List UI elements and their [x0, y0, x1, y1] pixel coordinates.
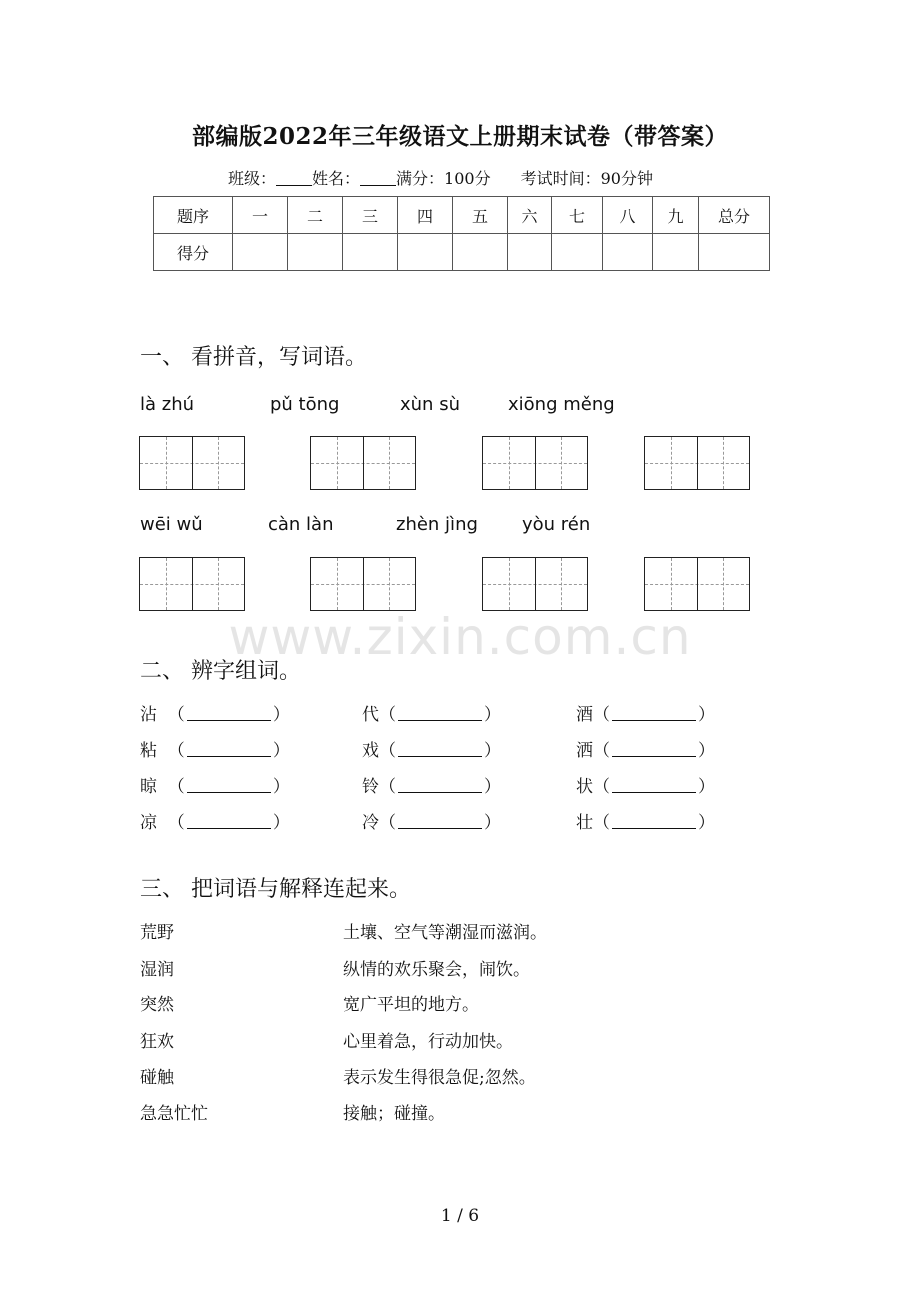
match-meaning[interactable]: 表示发生得很急促;忽然。: [343, 1068, 536, 1088]
match-word[interactable]: 狂欢: [140, 1032, 174, 1052]
pinyin-label: wēi wǔ: [140, 514, 203, 535]
full-score: 满分：100分: [396, 169, 491, 188]
header-cell: 总分: [699, 197, 770, 234]
char-item: 晾 （ ）: [140, 777, 290, 797]
match-meaning[interactable]: 心里着急，行动加快。: [343, 1032, 513, 1052]
score-row-label: 得分: [154, 234, 233, 271]
name-blank: [360, 171, 396, 186]
writing-grid-box[interactable]: [644, 557, 750, 611]
header-cell: 四: [398, 197, 453, 234]
document-title: 部编版2022年三年级语文上册期末试卷（带答案）: [191, 123, 728, 150]
section1-title: 一、 看拼音，写词语。: [140, 345, 367, 370]
section2-title: 二、 辨字组词。: [140, 659, 301, 684]
writing-grid-box[interactable]: [644, 436, 750, 490]
score-cell[interactable]: [233, 234, 288, 271]
pinyin-label: xùn sù: [400, 394, 460, 415]
answer-blank[interactable]: [612, 742, 696, 757]
match-meaning[interactable]: 宽广平坦的地方。: [343, 995, 479, 1015]
answer-blank[interactable]: [612, 778, 696, 793]
match-meaning[interactable]: 纵情的欢乐聚会，闹饮。: [343, 960, 530, 980]
char: 铃: [362, 777, 379, 797]
match-word[interactable]: 湿润: [140, 960, 174, 980]
char-item: 代（ ）: [362, 705, 501, 725]
writing-grid-box[interactable]: [482, 557, 588, 611]
writing-grid-box[interactable]: [310, 436, 416, 490]
header-cell: 三: [343, 197, 398, 234]
header-cell: 一: [233, 197, 288, 234]
score-cell[interactable]: [508, 234, 552, 271]
char-item: 酒（ ）: [576, 705, 715, 725]
header-cell: 五: [453, 197, 508, 234]
score-cell[interactable]: [699, 234, 770, 271]
char-item: 洒（ ）: [576, 741, 715, 761]
score-table: [153, 196, 770, 271]
answer-blank[interactable]: [612, 814, 696, 829]
char-item: 戏（ ）: [362, 741, 501, 761]
header-cell: 六: [508, 197, 552, 234]
pinyin-label: pǔ tōng: [270, 394, 340, 415]
char: 戏: [362, 741, 379, 761]
answer-blank[interactable]: [612, 706, 696, 721]
char-item: 沾 （ ）: [140, 705, 290, 725]
char-item: 铃（ ）: [362, 777, 501, 797]
match-word[interactable]: 碰触: [140, 1068, 174, 1088]
pinyin-label: là zhú: [140, 394, 195, 415]
char-item: 状（ ）: [576, 777, 715, 797]
score-cell[interactable]: [603, 234, 653, 271]
class-label: 班级：: [228, 169, 277, 188]
char-item: 粘 （ ）: [140, 741, 290, 761]
match-meaning[interactable]: 土壤、空气等潮湿而滋润。: [343, 923, 547, 943]
match-word[interactable]: 急急忙忙: [140, 1104, 208, 1124]
answer-blank[interactable]: [398, 742, 482, 757]
char: 冷: [362, 813, 379, 833]
score-cell[interactable]: [398, 234, 453, 271]
score-table-score-row: [154, 234, 770, 271]
char: 酒: [576, 705, 593, 725]
char: 沾: [140, 705, 157, 725]
page-number: 1 / 6: [440, 1206, 480, 1226]
char: 代: [362, 705, 379, 725]
header-cell: 二: [288, 197, 343, 234]
score-cell[interactable]: [453, 234, 508, 271]
answer-blank[interactable]: [187, 742, 271, 757]
pinyin-label: xiōng měng: [508, 394, 615, 415]
watermark: www.zixin.com.cn: [228, 608, 692, 666]
writing-grid-box[interactable]: [139, 557, 245, 611]
class-blank: [276, 171, 312, 186]
char-item: 凉 （ ）: [140, 813, 290, 833]
answer-blank[interactable]: [398, 778, 482, 793]
section3-title: 三、 把词语与解释连起来。: [140, 877, 411, 902]
header-cell: 题序: [154, 197, 233, 234]
match-meaning[interactable]: 接触；碰撞。: [343, 1104, 445, 1124]
answer-blank[interactable]: [187, 778, 271, 793]
answer-blank[interactable]: [398, 706, 482, 721]
header-cell: 七: [552, 197, 603, 234]
writing-grid-box[interactable]: [310, 557, 416, 611]
writing-grid-box[interactable]: [482, 436, 588, 490]
char: 凉: [140, 813, 157, 833]
pinyin-label: yòu rén: [522, 514, 591, 535]
exam-info-line: [228, 166, 653, 189]
name-label: 姓名：: [312, 169, 361, 188]
match-word[interactable]: 突然: [140, 995, 174, 1015]
char: 状: [576, 777, 593, 797]
answer-blank[interactable]: [187, 706, 271, 721]
answer-blank[interactable]: [187, 814, 271, 829]
header-cell: 八: [603, 197, 653, 234]
char-item: 冷（ ）: [362, 813, 501, 833]
match-word[interactable]: 荒野: [140, 923, 174, 943]
writing-grid-box[interactable]: [139, 436, 245, 490]
score-table-header-row: [154, 197, 770, 234]
header-cell: 九: [653, 197, 699, 234]
char-item: 壮（ ）: [576, 813, 715, 833]
char: 洒: [576, 741, 593, 761]
char: 粘: [140, 741, 157, 761]
char: 晾: [140, 777, 157, 797]
char: 壮: [576, 813, 593, 833]
score-cell[interactable]: [552, 234, 603, 271]
score-cell[interactable]: [653, 234, 699, 271]
pinyin-label: càn làn: [268, 514, 334, 535]
pinyin-label: zhèn jìng: [396, 514, 478, 535]
score-cell[interactable]: [343, 234, 398, 271]
score-cell[interactable]: [288, 234, 343, 271]
answer-blank[interactable]: [398, 814, 482, 829]
exam-time: 考试时间：90分钟: [520, 169, 653, 188]
